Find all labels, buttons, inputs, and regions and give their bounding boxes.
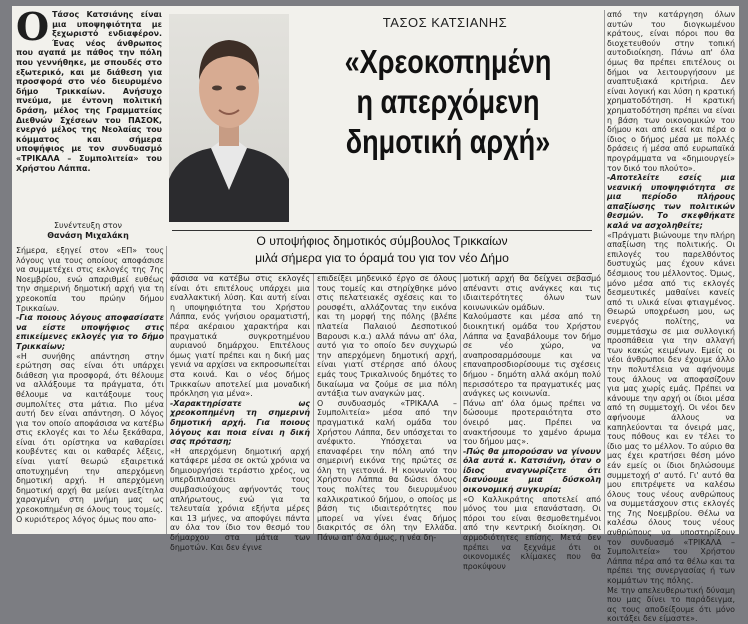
newspaper-page <box>12 4 739 624</box>
subtitle-line-1: Ο υποψήφιος δημοτικός σύμβουλος Τρικκαίων <box>256 234 508 248</box>
drop-cap: Ο <box>16 4 50 49</box>
paragraph: Σήμερα, εξηγεί στον «ΕΠ» τους λόγους για τους οποίους αποφάσισε να συμμετέχει στις εκλογές της 7ης Νοεμβρίου, ενώ απαριθμεί ευθέως την σημερινή δημοτική αρχή για τη χρεοκοπία του πρώην δήμου Τρικκαίων. <box>16 246 164 313</box>
paragraph: μοτική αρχή θα δείχνει σεβασμό απέναντι στις ανάγκες και τις ιδιαιτερότητες όλων των κοινωνικών ομάδων. <box>463 274 601 312</box>
intro-text: Τάσος Κατσιάνης είναι μια υποψηφιότητα με ξεχωριστό ενδιαφέρον. Ένας νέος άνθρωπος που αγαπά με πάθος την πόλη που γεννήθηκε, με σπουδές στο εξωτερικό, και με διάθεση για προσφορά στο νέο διευρυμένο δήμο Τρικκαίων. Ανήσυχο πνεύμα, με έντονη πολιτική δράση, μέλος της Γραμματείας Διεθνών Σχέσεων του ΠΑΣΟΚ, ενεργό μέλος της Νεολαίας του κόμματος και σήμερα υποψήφιος με τον συνδυασμό «ΤΡΙΚΑΛΑ – Συμπολιτεία» του Χρήστου Λάππα. <box>16 10 162 173</box>
headline-line-2: η απερχόμενη <box>356 83 540 120</box>
subtitle-line-2: μιλά σήμερα για το όραμά του για τον νέο Δήμο <box>255 251 509 265</box>
paragraph: Με την απελευθερωτική δύναμη που μας δίνει το παράδειγμα, ας τους αποδείξουμε ότι μόνο κοιτάξει δεν είμαστε». <box>607 585 735 624</box>
headline <box>325 42 571 162</box>
byline-label: Συνέντευξη στον <box>53 221 123 230</box>
subtitle <box>172 230 592 274</box>
paragraph: φάσισα να κατέβω στις εκλογές είναι ότι επιτέλους υπάρχει μια εναλλακτική λύση. Και αυτή είναι η υποψηφιότητα του Χρήστου Λάππα, ενός γνήσιου οραματιστή, πέρα ακέραιου χαρακτήρα και πραγματικά συγκροτημένου αυριανού δημάρχου. Επιτέλους όμως γιατί πρέπει και η δική μας γενιά να αρχίσει να εκπροσωπείται στα κοινά. Και ο νέος δήμος Τρικκαίων αποτελεί μια μοναδική πρόκληση για μένα». <box>170 274 310 399</box>
column-5 <box>607 10 735 624</box>
paragraph: «Η συνήθης απάντηση στην ερώτηση σας είναι ότι υπάρχει διάθεση για προσφορά, ότι θέλουμε να αλλάξουμε τα πράγματα, ότι θέλουμε να καιτάξουμε τους συμπολίτες στα μάτια. Πιο μένα αυτή δεν είναι απάντηση. Ο λόγος για τον οποίο αποφάσισα να κατέβω στις εκλογές και το λέω ξεκάθαρα, είναι ότι ορίστηκα να καθαρίσει κουβέντες και οι καθαρές λέξεις, είναι γιατί θεωρώ εξαιρετικά αποτυχημένη την απερχόμενη δημοτική αρχή. Η απερχόμενη δημοτική αρχή θα μείνει ανεξίτηλα χαραγμένη στη μνήμη μας ως χρεοκοπημένη σε όλους τους τομείς. <box>16 351 164 515</box>
column-1 <box>16 246 164 534</box>
headline-line-1: «Χρεοκοπημένη <box>344 43 552 80</box>
paragraph: Ο κυριότερος λόγος όμως που απο- <box>16 514 157 524</box>
question: -Πώς θα μπορούσαν να γίνουν όλα αυτά κ. Κατσιάνη, όταν ο ίδιος αναγνωρίζετε ότι διανύουμε μια δύσκολη οικονομική συγκυρία; <box>463 446 601 495</box>
column-divider <box>166 246 167 534</box>
column-divider <box>604 10 605 534</box>
column-3 <box>317 274 457 543</box>
paragraph: από την κατάργηση όλων αυτών του διογκωμένου κράτους, είναι πόροι που θα διοχετευθούν στην τοπική αυτοδιοίκηση. Πάνω απ' όλα όμως θα πρέπει επιτέλους οι δήμοι να λειτουργήσουν με αναπτυξιακά κριτήρια. Δεν είναι λογική και λύση η κρατική χρηματοδότηση. Η κρατική χρηματοδότηση πρέπει να είναι η βάση των οικονομικών του δήμου και από εκεί και πέρα ο ίδιος ο δήμος μέσα με πολλές δράσεις ή μέσα από ευρωπαϊκά προγράμματα να «δημιουργεί» τον δικό του πλούτο». <box>607 10 735 173</box>
paragraph: «Ο Καλλικράτης αποτελεί από μόνος του μια επανάσταση. Οι πόροι του είναι θεσμοθετημένοι από την κεντρική διοίκηση. Οι αρμοδιότητες επίσης. Μετά δεν πρέπει να ξεχνάμε ότι οι οικονομικές κλίμακες που θα προκύψουν <box>463 494 601 571</box>
column-4 <box>463 274 601 571</box>
paragraph: «Πράγματι βιώνουμε την πλήρη απαξίωση της πολιτικής. Οι επιλογές του παρελθόντος δυστυχώς μας έχουν κάνει δέσμιους του μέλλοντος. Όμως, μόνο μέσα από τις εκλογές δεσμευτικές μαθαίνει κανείς από τι υλικά είναι φτιαγμένος. Θεωρώ υποχρέωση μου, ως ενεργός πολίτης, να συμμετάσχω σε μια συλλογική προσπάθεια για την αλλαγή των κακώς κειμένων. Εμείς οι νέοι άνθρωποι δεν έχουμε άλλο την πολυτέλεια να αφήνουμε τους άλλους να αποφασίζουν για μας χωρίς εμάς. Πρέπει να κάνουμε την αρχή οι ίδιοι μέσα από τη συμμετοχή. Οι νέοι δεν αφήνουμε άλλους να καπηλεύονται τα όνειρά μας, τους πόθους και εν τέλει το ίδιο μας το μέλλον. Το αύριο θα μας έχει κρατήσει θέση μόνο εάν εμείς οι ίδιοι δηλώσουμε συμμετοχή σ' αυτό. Γι' αυτό θα μου επιτρέψετε να καλέσω όλους τους νέους ανθρώπους να συμμετάσχουν στις εκλογές της 7ης Νοεμβρίου. Θέλω να καλέσω όλους τους νέους ανθρώπους να υποστηρίξουν τον συνδυασμό «ΤΡΙΚΑΛΑ – Συμπολιτεία» του Χρήστου Λάππα πέρα από τα θέλω και τα πρέπει της συνεργασίας ή των κομμάτων της πόλης. <box>607 230 735 586</box>
candidate-photo <box>169 14 289 222</box>
paragraph: επιδείξει μηδενικό έργο σε όλους τους τομείς και στηρίχθηκε μόνο στις πελατειακές σχέσεις και το ρουσφέτι, αλλάζοντας την εικόνα και τη μορφή της πόλης (βλέπε πλατεία Παλαιού Δεσποτικού Βαρουσι κ.α.) αλλά πάνω απ' όλα, αυτό για το οποίο δεν συγχωρώ την απερχόμενη δημοτική αρχή, είναι γιατί στέρησε από όλους εμάς τους Τρικαλινούς δημότες το δικαίωμα να ζούμε σε μια πόλη αντάξια των αναγκών μας. <box>317 274 457 399</box>
question: -Χαρακτηρίσατε ως χρεοκοπημένη τη σημερινή δημοτική αρχή. Για ποιους λόγους και ποια είναι η δική σας πρόταση; <box>170 398 310 447</box>
byline <box>28 221 148 241</box>
intro-column <box>16 4 162 218</box>
paragraph: «Η απερχόμενη δημοτική αρχή κατάφερε μέσα σε οκτώ χρόνια να δημιουργήσει τεράστιο χρέος, να υπερδιπλασιάσει τους συμβασιούχους αφήνοντάς τους απλήρωτους, ενώ για τα τελευταία χρόνια εξήντα μέρες και 13 μήνες, να αποφύγει πάντα αν όλα τον ίδιο τον θεσμό του δήμαρχου στα μάτια των δημοτών. Και δεν έγινε <box>170 446 310 552</box>
question: -Για ποιους λόγους αποφασίσατε να είστε υποψήφιος στις επικείμενες εκλογές για το δήμο Τρικκαίων; <box>16 313 164 351</box>
paragraph: Πάνω απ' όλα όμως πρέπει να δώσουμε προτεραιότητα στο όνειρό μας. Πρέπει να ανακτήσουμε το χαμένο άρωμα του δήμου μας». <box>463 398 601 447</box>
column-2 <box>170 274 310 552</box>
paragraph: Καλούμαστε και μέσα από τη διοικητική ομάδα του Χρήστου Λάππα να ξαναβάλουμε τον δήμο σε νέο χώρο, να αναπροσαρμόσουμε και να επαναπροσδιορίσουμε τις σχέσεις δήμου - δημότη αλλά ακόμη πολύ περισσότερο τα πραγματικές μας ανάγκες ως κοινωνία. <box>463 312 601 399</box>
column-divider <box>460 274 461 534</box>
author-name: ΤΑΣΟΣ ΚΑΤΣΙΑΝΗΣ <box>382 15 508 30</box>
question: -Αποτελείτε εσείς μια νεανική υποψηφιότητα σε μια περίοδο πλήρους απαξίωσης των πολιτικών θεσμών. Το σκεφθήκατε καλά να ασχοληθείτε; <box>607 173 735 231</box>
byline-name: Θανάση Μιχαλάκη <box>47 231 129 240</box>
headline-line-3: δημοτική αρχή» <box>345 123 551 160</box>
column-divider <box>313 274 314 534</box>
paragraph: Ο συνδυασμός «ΤΡΙΚΑΛΑ – Συμπολιτεία» μέσα από την πραγματικά καλή ομάδα του Χρήστου Λάππα, δεν υπόσχεται το ανέφικτο. Υπόσχεται να επαναφέρει την πόλη από την σημερινή εικόνα της πρώτες σε όλη τη γειτονιά. Η κοινωνία του Χρήστου Λάππα θα δώσει όλους τους πολίτες του διευρυμένου καλλικρατικού δήμου, ο οποίος με βάση τις ιδιαιτερότητες που μπορεί να γίνει ένας δήμος διακριτός σε όλη την Ελλάδα. Πάνω απ' όλα όμως, η νέα δη- <box>317 398 457 543</box>
